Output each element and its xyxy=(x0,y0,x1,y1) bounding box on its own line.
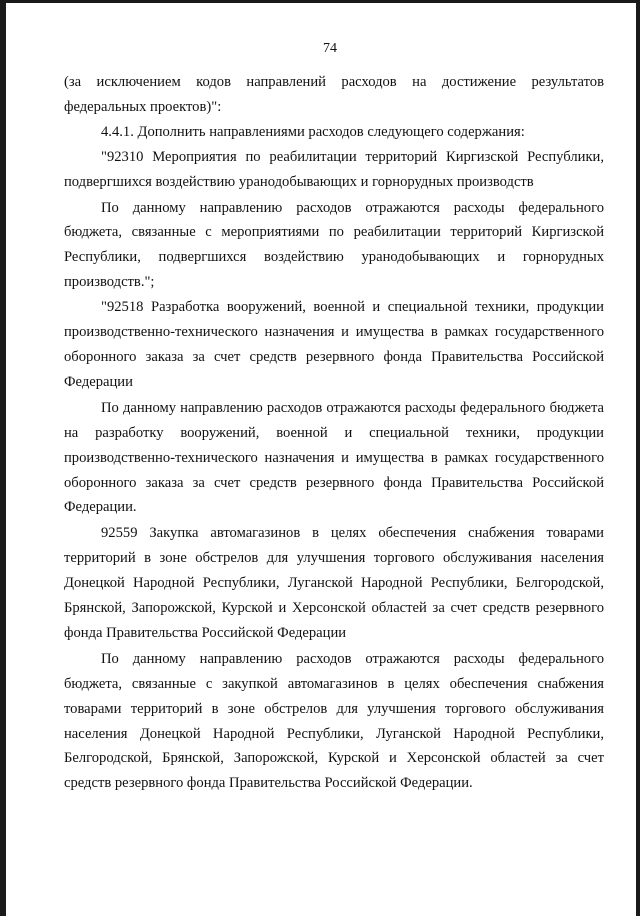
paragraph-code-92310-title: "92310 Мероприятия по реабилитации территорий Киргизской Республики, подвергшихся воздействию уранодобывающих и горнорудных производств xyxy=(64,148,604,190)
document-body xyxy=(64,70,604,796)
page-number: 74 xyxy=(323,41,337,56)
paragraph-code-92559-description: По данному направлению расходов отражаются расходы федерального бюджета, связанные с закупкой автомагазинов в целях обеспечения снабжения товарами территорий в зоне обстрелов для улучшения торгового обслуживания населения Донецкой Народной Республики, Луганской Народной Республики, Белгородской, Брянской, Запорожской, Курской и Херсонской областей за счет средств резервного фонда Правительства Российской Федерации. xyxy=(64,650,604,792)
paragraph-intro-continuation: (за исключением кодов направлений расходов на достижение результатов федеральных проектов)": xyxy=(64,74,604,115)
paragraph-code-92310-description: По данному направлению расходов отражаются расходы федерального бюджета, связанные с мероприятиями по реабилитации территорий Киргизской Республики, подвергшихся воздействию уранодобывающих и горнорудных производств."; xyxy=(64,199,604,291)
paragraph-code-92518-title: "92518 Разработка вооружений, военной и специальной техники, продукции производственно-технического назначения и имущества в рамках государственного оборонного заказа за счет средств резервного фонда Правительства Российской Федерации xyxy=(64,299,604,390)
paragraph-code-92559-title: 92559 Закупка автомагазинов в целях обеспечения снабжения товарами территорий в зоне обстрелов для улучшения торгового обслуживания населения Донецкой Народной Республики, Луганской Народной Республики, Белгородской, Брянской, Запорожской, Курской и Херсонской областей за счет средств резервного фонда Правительства Российской Федерации xyxy=(64,525,604,641)
paragraph-section-4-4-1: 4.4.1. Дополнить направлениями расходов следующего содержания: xyxy=(101,123,525,140)
paragraph-code-92518-description: По данному направлению расходов отражаются расходы федерального бюджета на разработку вооружений, военной и специальной техники, продукции производственно-технического назначения и имущества в рамках государственного оборонного заказа за счет средств резервного фонда Правительства Российской Федерации. xyxy=(64,399,604,516)
